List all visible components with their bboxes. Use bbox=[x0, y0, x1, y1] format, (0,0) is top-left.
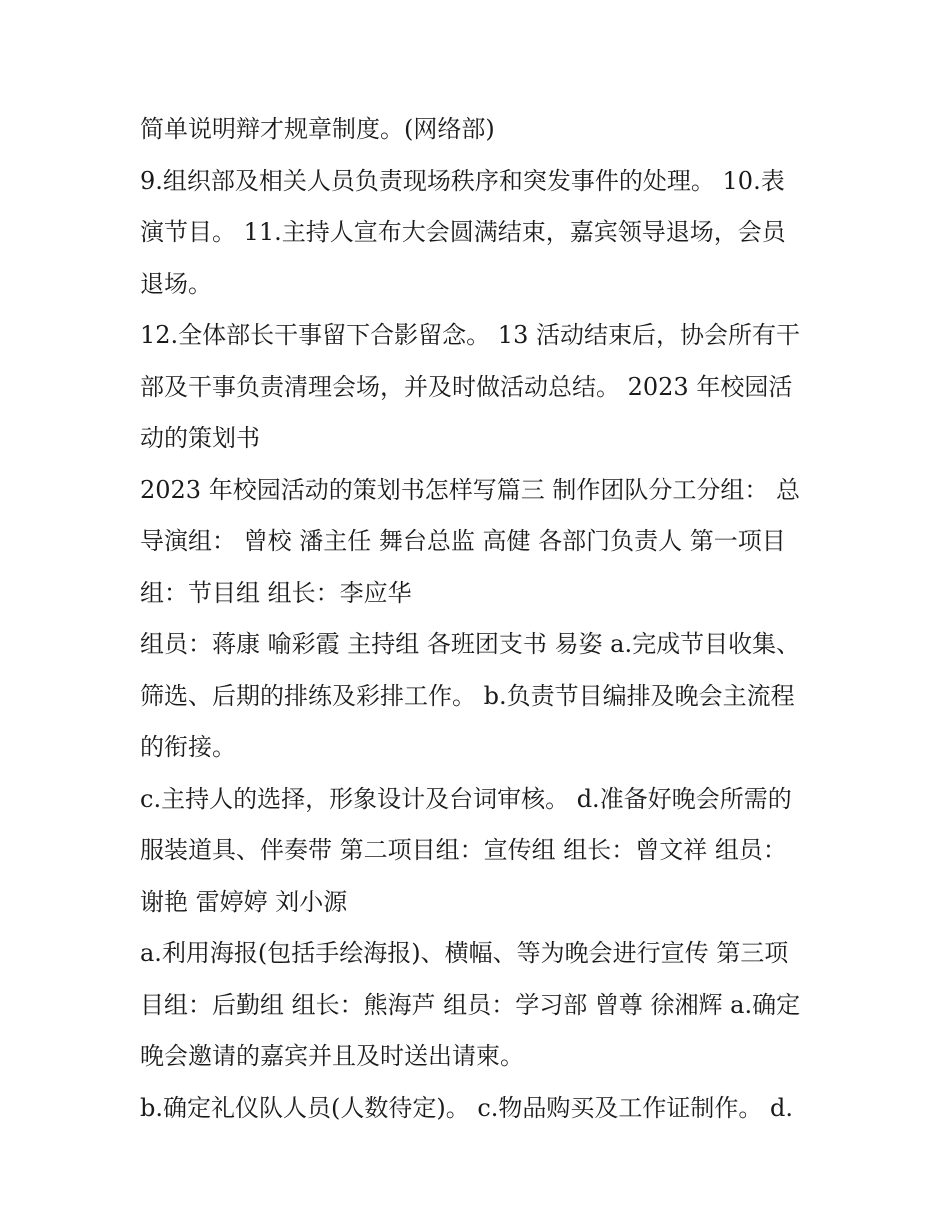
text-line: 组：节目组 组长：李应华 bbox=[140, 578, 412, 607]
text-line: 的衔接。 bbox=[140, 733, 236, 761]
text-line: 简单说明辩才规章制度。(网络部) bbox=[140, 115, 495, 143]
text-line: 演节目。 11.主持人宣布大会圆满结束，嘉宾领导退场，会员 bbox=[140, 218, 786, 246]
text-line: 服装道具、伴奏带 第二项目组：宣传组 组长：曾文祥 组员： bbox=[140, 836, 787, 864]
text-line: 退场。 bbox=[140, 269, 212, 298]
text-line: 2023 年校园活动的策划书怎样写篇三 制作团队分工分组： 总 bbox=[140, 475, 800, 504]
text-line: b.确定礼仪队人员(人数待定)。 c.物品购买及工作证制作。 d. bbox=[140, 1093, 794, 1122]
text-line: c.主持人的选择，形象设计及台词审核。 d.准备好晚会所需的 bbox=[140, 784, 792, 813]
text-line: 9.组织部及相关人员负责现场秩序和突发事件的处理。 10.表 bbox=[140, 166, 785, 195]
text-line: 组员：蒋康 喻彩霞 主持组 各班团支书 易姿 a.完成节目收集、 bbox=[140, 630, 801, 658]
text-line: 目组：后勤组 组长：熊海芦 组员：学习部 曾尊 徐湘辉 a.确定 bbox=[140, 990, 801, 1019]
text-line: 晚会邀请的嘉宾并且及时送出请柬。 bbox=[140, 1042, 524, 1070]
text-line: 部及干事负责清理会场，并及时做活动总结。 2023 年校园活 bbox=[140, 372, 793, 401]
text-line: 谢艳 雷婷婷 刘小源 bbox=[140, 887, 348, 916]
body-text bbox=[140, 104, 820, 1134]
text-line: 12.全体部长干事留下合影留念。 13 活动结束后，协会所有干 bbox=[140, 321, 800, 349]
text-line: a.利用海报(包括手绘海报)、横幅、等为晚会进行宣传 第三项 bbox=[140, 939, 789, 967]
text-line: 动的策划书 bbox=[140, 424, 260, 452]
text-line: 导演组： 曾校 潘主任 舞台总监 高健 各部门负责人 第一项目 bbox=[140, 527, 786, 555]
text-line: 筛选、后期的排练及彩排工作。 b.负责节目编排及晚会主流程 bbox=[140, 681, 795, 710]
